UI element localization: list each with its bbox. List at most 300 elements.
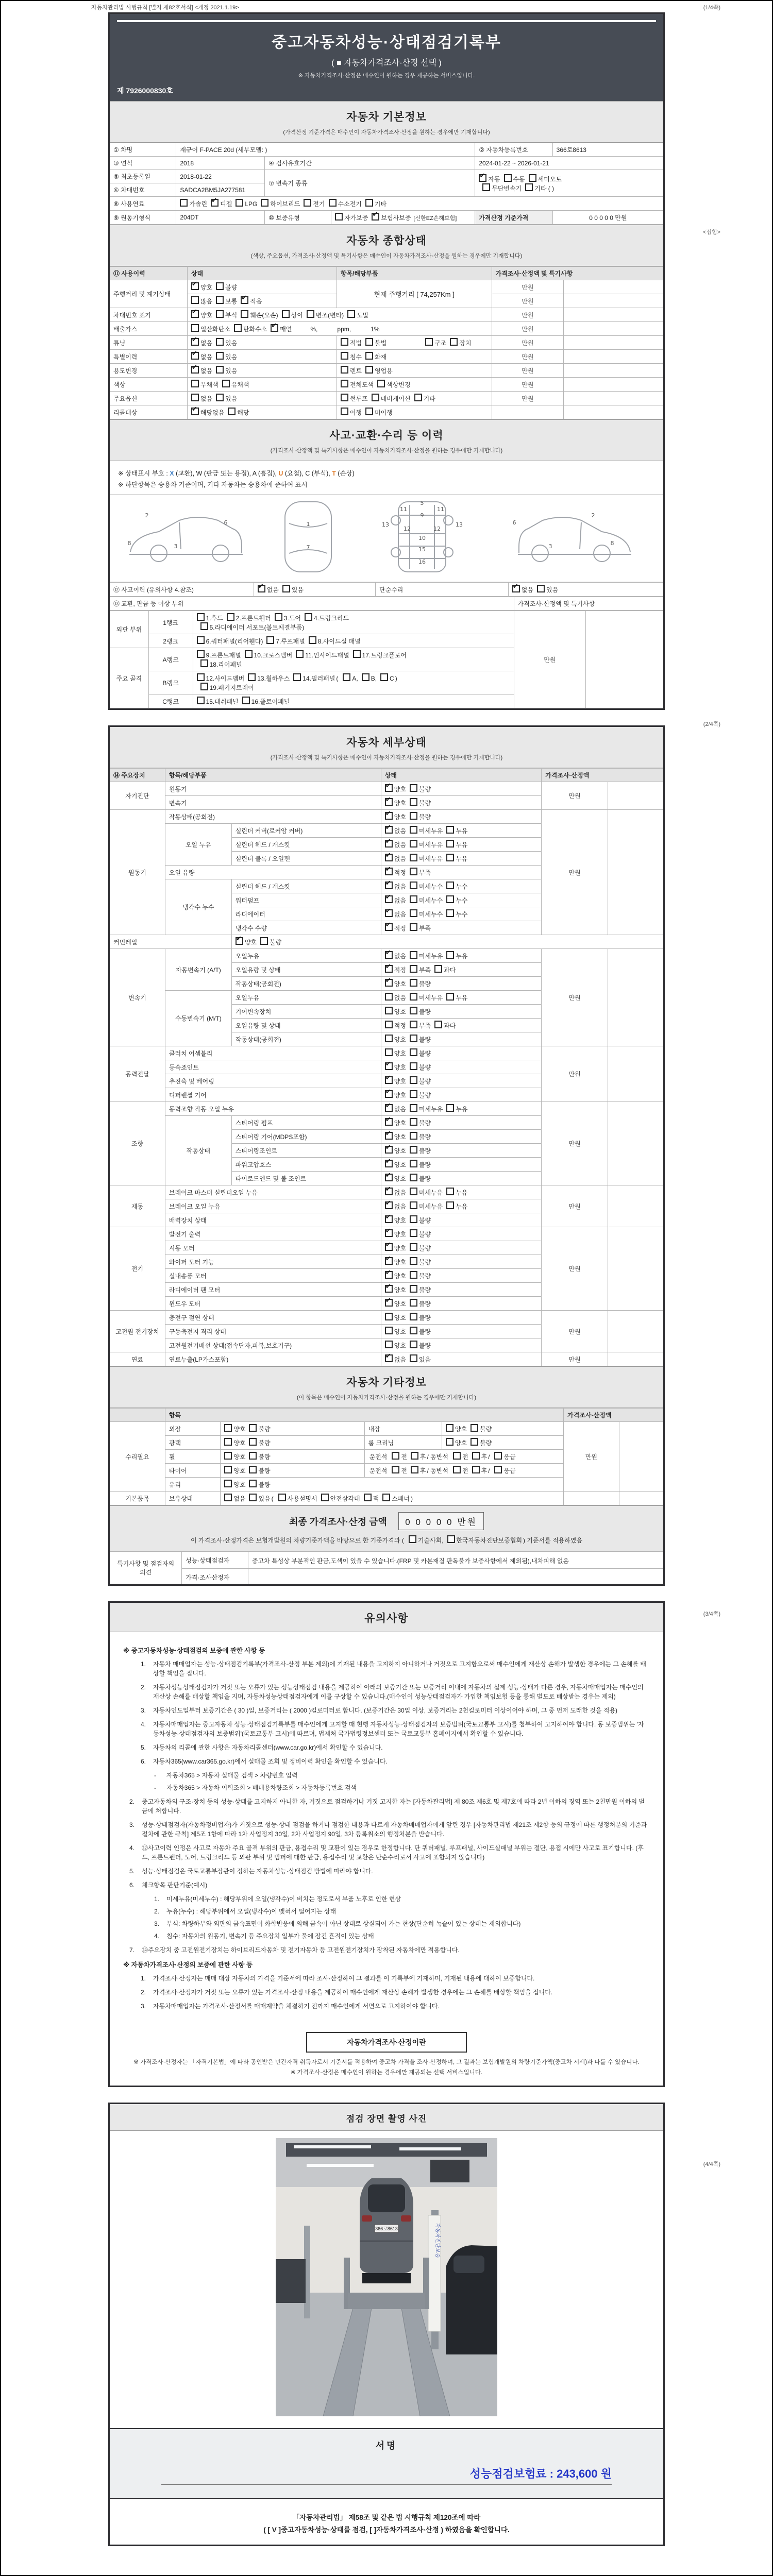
checkbox-checked[interactable] bbox=[385, 951, 393, 959]
checkbox-unchecked[interactable] bbox=[343, 673, 350, 681]
cell-text: 라디에이터 팬 모터 bbox=[169, 1286, 221, 1294]
checkbox-unchecked[interactable] bbox=[410, 1285, 417, 1293]
taillight-icon bbox=[401, 2215, 411, 2222]
checkbox-unchecked[interactable] bbox=[329, 199, 337, 207]
checkbox-unchecked[interactable] bbox=[282, 310, 290, 318]
checkbox-unchecked[interactable] bbox=[525, 183, 533, 191]
checkbox-label: 없음 bbox=[200, 367, 213, 375]
checkbox-unchecked[interactable] bbox=[372, 394, 379, 401]
checkbox-unchecked[interactable] bbox=[410, 1174, 417, 1181]
checkbox-unchecked[interactable] bbox=[425, 338, 433, 346]
checkbox-checked[interactable] bbox=[385, 1076, 393, 1084]
table-cell bbox=[492, 392, 564, 405]
checkbox-unchecked[interactable] bbox=[304, 199, 311, 207]
checkbox-unchecked[interactable] bbox=[216, 296, 224, 304]
checkbox-unchecked[interactable] bbox=[305, 613, 312, 621]
checkbox-unchecked[interactable] bbox=[341, 408, 348, 415]
checkbox-checked[interactable] bbox=[385, 854, 393, 861]
cell-text: 용도변경 bbox=[113, 367, 138, 375]
checkbox-unchecked[interactable] bbox=[197, 650, 205, 658]
checkbox-unchecked[interactable] bbox=[224, 1438, 232, 1446]
checkbox-unchecked[interactable] bbox=[537, 585, 545, 592]
checkbox-unchecked[interactable] bbox=[275, 613, 282, 621]
checkbox-checked[interactable] bbox=[385, 1188, 393, 1195]
car-top-outline bbox=[285, 502, 331, 572]
checkbox-unchecked[interactable] bbox=[472, 1452, 480, 1460]
checkbox-unchecked[interactable] bbox=[494, 1452, 502, 1460]
notice-number: 2. bbox=[154, 1908, 160, 1916]
checkbox-unchecked[interactable] bbox=[470, 1438, 478, 1446]
checkbox-unchecked[interactable] bbox=[410, 1062, 417, 1070]
diagram-part-number: 12 bbox=[433, 526, 441, 532]
checkbox-unchecked[interactable] bbox=[410, 1313, 417, 1320]
checkbox-unchecked[interactable] bbox=[446, 882, 454, 889]
checkbox-unchecked[interactable] bbox=[410, 1104, 417, 1112]
checkbox-unchecked[interactable] bbox=[224, 1466, 232, 1473]
checkbox-unchecked[interactable] bbox=[410, 909, 417, 917]
checkbox-unchecked[interactable] bbox=[410, 868, 417, 875]
checkbox-unchecked[interactable] bbox=[409, 1535, 416, 1543]
checkbox-checked[interactable] bbox=[241, 296, 248, 304]
checkbox-unchecked[interactable] bbox=[410, 1160, 417, 1167]
checkbox-label: 양호 bbox=[394, 1328, 406, 1335]
checkbox-unchecked[interactable] bbox=[446, 951, 454, 959]
checkbox-unchecked[interactable] bbox=[392, 1452, 399, 1460]
checkbox-unchecked[interactable] bbox=[200, 622, 208, 630]
checkbox-unchecked[interactable] bbox=[410, 1076, 417, 1084]
table-cell bbox=[110, 350, 187, 364]
checkbox-checked[interactable] bbox=[211, 199, 219, 207]
checkbox-unchecked[interactable] bbox=[216, 282, 224, 290]
checkbox-unchecked[interactable] bbox=[278, 1494, 286, 1501]
checkbox-unchecked[interactable] bbox=[224, 1452, 232, 1460]
checkbox-unchecked[interactable] bbox=[446, 909, 454, 917]
checkbox-label: 불량 bbox=[418, 1328, 431, 1335]
checkbox-unchecked[interactable] bbox=[410, 882, 417, 889]
table-cell bbox=[165, 1060, 381, 1074]
checkbox-checked[interactable] bbox=[385, 1215, 393, 1223]
checkbox-unchecked[interactable] bbox=[242, 697, 250, 704]
table-cell bbox=[381, 1255, 541, 1269]
checkbox-checked[interactable] bbox=[191, 282, 199, 290]
checkbox-unchecked[interactable] bbox=[410, 812, 417, 820]
checkbox-checked[interactable] bbox=[385, 798, 393, 806]
notice-block bbox=[141, 2002, 650, 2011]
checkbox-checked[interactable] bbox=[385, 1257, 393, 1265]
checkbox-unchecked[interactable] bbox=[410, 923, 417, 931]
checkbox-unchecked[interactable] bbox=[434, 1021, 442, 1028]
diagram-part-number: 8 bbox=[610, 540, 614, 547]
checkbox-unchecked[interactable] bbox=[410, 784, 417, 792]
checkbox-unchecked[interactable] bbox=[410, 1007, 417, 1014]
notice-number: 7. bbox=[129, 1946, 135, 1954]
checkbox-unchecked[interactable] bbox=[411, 1452, 418, 1460]
table-cell bbox=[176, 183, 265, 197]
checkbox-unchecked[interactable] bbox=[414, 394, 422, 401]
checkbox-unchecked[interactable] bbox=[234, 324, 242, 332]
checkbox-unchecked[interactable] bbox=[216, 366, 224, 374]
checkbox-unchecked[interactable] bbox=[410, 979, 417, 987]
checkbox-unchecked[interactable] bbox=[385, 1007, 393, 1014]
checkbox-checked[interactable] bbox=[191, 338, 199, 346]
checkbox-unchecked[interactable] bbox=[446, 1104, 454, 1112]
checkbox-unchecked[interactable] bbox=[410, 895, 417, 903]
checkbox-unchecked[interactable] bbox=[249, 1438, 257, 1446]
checkbox-unchecked[interactable] bbox=[410, 840, 417, 848]
checkbox-checked[interactable] bbox=[385, 979, 393, 987]
checkbox-checked[interactable] bbox=[385, 1271, 393, 1279]
checkbox-unchecked[interactable] bbox=[197, 613, 205, 621]
detail-status-table bbox=[110, 768, 663, 1366]
checkbox-unchecked[interactable] bbox=[191, 296, 199, 304]
checkbox-unchecked[interactable] bbox=[216, 310, 224, 318]
checkbox-checked[interactable] bbox=[191, 366, 199, 374]
checkbox-unchecked[interactable] bbox=[341, 338, 348, 346]
checkbox-unchecked[interactable] bbox=[377, 380, 385, 387]
checkbox-unchecked[interactable] bbox=[410, 854, 417, 861]
checkbox-unchecked[interactable] bbox=[446, 854, 454, 861]
checkbox-label: 불량 bbox=[418, 1008, 431, 1015]
checkbox-unchecked[interactable] bbox=[410, 951, 417, 959]
basic-info-table bbox=[110, 143, 663, 225]
checkbox-checked[interactable] bbox=[385, 1062, 393, 1070]
checkbox-checked[interactable] bbox=[385, 1174, 393, 1181]
checkbox-unchecked[interactable] bbox=[216, 394, 224, 401]
table-cell bbox=[381, 1199, 541, 1213]
checkbox-checked[interactable] bbox=[191, 310, 199, 318]
checkbox-checked[interactable] bbox=[385, 1299, 393, 1307]
table-cell bbox=[619, 1492, 663, 1505]
checkbox-unchecked[interactable] bbox=[197, 697, 205, 704]
checkbox-unchecked[interactable] bbox=[450, 338, 458, 346]
table-cell bbox=[542, 769, 663, 782]
checkbox-unchecked[interactable] bbox=[197, 636, 205, 644]
checkbox-unchecked[interactable] bbox=[410, 826, 417, 834]
table-cell bbox=[381, 1283, 541, 1297]
cell-text: ④ 검사유효기간 bbox=[268, 160, 312, 167]
checkbox-unchecked[interactable] bbox=[385, 1021, 393, 1028]
checkbox-label: 전 bbox=[462, 1467, 468, 1475]
checkbox-unchecked[interactable] bbox=[482, 183, 490, 191]
checkbox-unchecked[interactable] bbox=[446, 1201, 454, 1209]
checkbox-unchecked[interactable] bbox=[446, 840, 454, 848]
checkbox-label: 불량 bbox=[480, 1426, 492, 1433]
checkbox-label: 불량 bbox=[480, 1439, 492, 1447]
checkbox-unchecked[interactable] bbox=[248, 673, 256, 681]
checkbox-checked[interactable] bbox=[191, 408, 199, 415]
checkbox-unchecked[interactable] bbox=[216, 338, 224, 346]
checkbox-unchecked[interactable] bbox=[410, 965, 417, 973]
checkbox-unchecked[interactable] bbox=[191, 324, 199, 332]
checkbox-label: 양호 bbox=[200, 312, 213, 319]
table-cell bbox=[165, 1464, 220, 1478]
inline-text: ( bbox=[336, 675, 339, 682]
cell-text: 자기진단 bbox=[125, 792, 149, 800]
checkbox-unchecked[interactable] bbox=[410, 1048, 417, 1056]
table-cell bbox=[564, 294, 663, 308]
checkbox-unchecked[interactable] bbox=[309, 636, 316, 644]
table-cell bbox=[110, 211, 176, 225]
checkbox-unchecked[interactable] bbox=[249, 1494, 257, 1501]
checkbox-unchecked[interactable] bbox=[385, 1035, 393, 1042]
cell-text: 현재 주행거리 [ 74,257Km ] bbox=[374, 291, 455, 298]
checkbox-unchecked[interactable] bbox=[200, 659, 208, 667]
checkbox-unchecked[interactable] bbox=[224, 1480, 232, 1487]
checkbox-checked[interactable] bbox=[385, 965, 393, 973]
checkbox-checked[interactable] bbox=[385, 909, 393, 917]
checkbox-unchecked[interactable] bbox=[410, 1132, 417, 1140]
checkbox-unchecked[interactable] bbox=[410, 1188, 417, 1195]
checkbox-unchecked[interactable] bbox=[365, 366, 373, 374]
table-cell bbox=[231, 1005, 381, 1019]
checkbox-checked[interactable] bbox=[385, 895, 393, 903]
checkbox-unchecked[interactable] bbox=[341, 366, 348, 374]
checkbox-checked[interactable] bbox=[385, 1146, 393, 1154]
checkbox-checked[interactable] bbox=[512, 585, 520, 592]
checkbox-unchecked[interactable] bbox=[410, 1021, 417, 1028]
checkbox-unchecked[interactable] bbox=[504, 174, 512, 182]
table-cell bbox=[381, 838, 541, 852]
table-cell bbox=[564, 350, 663, 364]
cell-text: 오일누유 bbox=[235, 952, 260, 960]
checkbox-unchecked[interactable] bbox=[335, 213, 343, 221]
checkbox-label: 후 bbox=[481, 1453, 488, 1461]
checkbox-label: 불량 bbox=[418, 980, 431, 988]
checkbox-unchecked[interactable] bbox=[494, 1466, 502, 1473]
checkbox-unchecked[interactable] bbox=[296, 650, 304, 658]
checkbox-unchecked[interactable] bbox=[410, 798, 417, 806]
checkbox-unchecked[interactable] bbox=[410, 1299, 417, 1307]
checkbox-unchecked[interactable] bbox=[249, 1424, 257, 1432]
checkbox-unchecked[interactable] bbox=[228, 408, 236, 415]
checkbox-unchecked[interactable] bbox=[410, 1090, 417, 1098]
checkbox-unchecked[interactable] bbox=[392, 1466, 399, 1473]
checkbox-unchecked[interactable] bbox=[364, 1494, 372, 1501]
taillight-icon bbox=[362, 2215, 372, 2222]
checkbox-unchecked[interactable] bbox=[446, 895, 454, 903]
checkbox-unchecked[interactable] bbox=[453, 1452, 461, 1460]
checkbox-unchecked[interactable] bbox=[410, 1327, 417, 1334]
checkbox-unchecked[interactable] bbox=[410, 1035, 417, 1042]
table-cell bbox=[110, 364, 187, 378]
checkbox-label: 불량 bbox=[418, 1036, 431, 1043]
checkbox-unchecked[interactable] bbox=[365, 338, 373, 346]
checkbox-unchecked[interactable] bbox=[529, 174, 536, 182]
checkbox-checked[interactable] bbox=[385, 868, 393, 875]
checkbox-unchecked[interactable] bbox=[385, 1341, 393, 1348]
checkbox-unchecked[interactable] bbox=[453, 1466, 461, 1473]
checkbox-unchecked[interactable] bbox=[321, 1494, 329, 1501]
checkbox-checked[interactable] bbox=[385, 812, 393, 820]
checkbox-unchecked[interactable] bbox=[261, 199, 268, 207]
checkbox-unchecked[interactable] bbox=[353, 650, 361, 658]
checkbox-unchecked[interactable] bbox=[341, 380, 348, 387]
checkbox-unchecked[interactable] bbox=[249, 1466, 257, 1473]
checkbox-checked[interactable] bbox=[385, 784, 393, 792]
checkbox-unchecked[interactable] bbox=[260, 937, 268, 945]
checkbox-unchecked[interactable] bbox=[222, 380, 230, 387]
checkbox-checked[interactable] bbox=[271, 324, 278, 332]
table-cell bbox=[608, 810, 663, 935]
checkbox-label: 기타 bbox=[374, 200, 387, 208]
table-cell bbox=[364, 1422, 442, 1436]
checkbox-checked[interactable] bbox=[385, 1090, 393, 1098]
checkbox-unchecked[interactable] bbox=[447, 1535, 455, 1543]
cell-text: 색상 bbox=[113, 381, 126, 388]
checkbox-checked[interactable] bbox=[385, 1118, 393, 1126]
checkbox-unchecked[interactable] bbox=[200, 683, 208, 690]
checkbox-checked[interactable] bbox=[385, 1285, 393, 1293]
checkbox-checked[interactable] bbox=[385, 1160, 393, 1167]
checkbox-unchecked[interactable] bbox=[385, 993, 393, 1001]
cell-text: 만원 bbox=[522, 283, 534, 291]
checkbox-unchecked[interactable] bbox=[341, 352, 348, 360]
checkbox-unchecked[interactable] bbox=[446, 1438, 453, 1446]
table-cell bbox=[165, 1255, 381, 1269]
checkbox-unchecked[interactable] bbox=[224, 1424, 232, 1432]
checkbox-unchecked[interactable] bbox=[446, 1424, 453, 1432]
checkbox-label: 구조 bbox=[434, 340, 447, 347]
diagram-part-number: 13 bbox=[382, 521, 389, 528]
notice-text: 가격조사·산정자가 거짓 또는 오류가 있는 가격조사·산정 내용을 제공하여 매수인에게 재산상 손해가 발생한 경우에는 그 손해를 배상할 책임을 집니다. bbox=[153, 1989, 553, 1996]
checkbox-unchecked[interactable] bbox=[410, 1201, 417, 1209]
table-cell bbox=[381, 1352, 541, 1366]
checkbox-unchecked[interactable] bbox=[410, 1215, 417, 1223]
checkbox-checked[interactable] bbox=[385, 1243, 393, 1251]
checkbox-unchecked[interactable] bbox=[446, 826, 454, 834]
checkbox-unchecked[interactable] bbox=[410, 1229, 417, 1237]
checkbox-checked[interactable] bbox=[385, 923, 393, 931]
price-survey-note-2: ※ 가격조사·산정은 매수인이 원하는 경우에만 제공되는 선택 서비스입니다. bbox=[290, 2070, 483, 2076]
checkbox-unchecked[interactable] bbox=[411, 1466, 418, 1473]
cell-text: 만원 bbox=[544, 656, 556, 664]
checkbox-unchecked[interactable] bbox=[245, 650, 253, 658]
table-cell bbox=[176, 143, 475, 157]
diagram-part-number: 11 bbox=[437, 506, 444, 513]
checkbox-unchecked[interactable] bbox=[307, 310, 314, 318]
checkbox-checked[interactable] bbox=[236, 937, 243, 945]
table-cell bbox=[221, 1492, 564, 1505]
checkbox-unchecked[interactable] bbox=[249, 1452, 257, 1460]
table-cell bbox=[165, 949, 231, 991]
checkbox-checked[interactable] bbox=[385, 840, 393, 848]
checkbox-unchecked[interactable] bbox=[382, 1494, 390, 1501]
detail-status-title: 자동차 세부상태 bbox=[346, 737, 427, 749]
inline-text: / bbox=[488, 1453, 490, 1461]
checkbox-checked[interactable] bbox=[385, 1354, 393, 1362]
checkbox-unchecked[interactable] bbox=[446, 993, 454, 1001]
cell-text: ⑩ 보증유형 bbox=[268, 214, 300, 222]
table-cell bbox=[231, 1130, 381, 1144]
checkbox-unchecked[interactable] bbox=[410, 1341, 417, 1348]
checkbox-unchecked[interactable] bbox=[282, 585, 290, 592]
checkbox-unchecked[interactable] bbox=[365, 199, 373, 207]
table-cell bbox=[110, 280, 187, 308]
checkbox-unchecked[interactable] bbox=[365, 352, 373, 360]
checkbox-unchecked[interactable] bbox=[341, 394, 348, 401]
checkbox-unchecked[interactable] bbox=[470, 1424, 478, 1432]
overall-status-note: (색상, 주요옵션, 가격조사·산정액 및 특기사항은 매수인이 자동차가격조사·산정을 원하는 경우에만 기재합니다) bbox=[250, 253, 523, 259]
checkbox-unchecked[interactable] bbox=[236, 199, 243, 207]
checkbox-checked[interactable] bbox=[479, 174, 486, 182]
light-tube-icon bbox=[399, 2147, 461, 2150]
checkbox-unchecked[interactable] bbox=[180, 199, 188, 207]
checkbox-unchecked[interactable] bbox=[410, 1243, 417, 1251]
checkbox-label: 전체도색 bbox=[349, 381, 374, 388]
table-cell bbox=[381, 921, 541, 935]
checkbox-unchecked[interactable] bbox=[197, 673, 205, 681]
checkbox-unchecked[interactable] bbox=[249, 1480, 257, 1487]
cell-text: ② 자동차등록번호 bbox=[479, 146, 528, 154]
table-cell bbox=[187, 392, 337, 405]
checkbox-unchecked[interactable] bbox=[472, 1466, 480, 1473]
cell-text: 작동상태(공회전) bbox=[169, 813, 215, 821]
table-cell bbox=[381, 1297, 541, 1311]
signature-title: 서명 bbox=[375, 2441, 398, 2451]
cell-text: C랭크 bbox=[162, 698, 179, 705]
checkbox-unchecked[interactable] bbox=[434, 965, 442, 973]
table-cell bbox=[182, 1552, 248, 1569]
checkbox-checked[interactable] bbox=[385, 826, 393, 834]
checkbox-checked[interactable] bbox=[385, 1104, 393, 1112]
cell-text: 타이어 bbox=[169, 1467, 187, 1475]
checkbox-unchecked[interactable] bbox=[266, 636, 274, 644]
table-cell bbox=[381, 1032, 541, 1046]
checkbox-unchecked[interactable] bbox=[191, 394, 199, 401]
checkbox-unchecked[interactable] bbox=[410, 993, 417, 1001]
checkbox-unchecked[interactable] bbox=[380, 673, 388, 681]
table-cell bbox=[331, 211, 475, 225]
checkbox-unchecked[interactable] bbox=[241, 310, 248, 318]
checkbox-label: 양호 bbox=[394, 1133, 406, 1141]
checkbox-unchecked[interactable] bbox=[385, 1313, 393, 1320]
checkbox-unchecked[interactable] bbox=[362, 673, 369, 681]
checkbox-checked[interactable] bbox=[372, 213, 379, 221]
checkbox-checked[interactable] bbox=[258, 585, 265, 592]
page-marker-1: (1/4쪽) bbox=[703, 5, 720, 11]
checkbox-unchecked[interactable] bbox=[365, 408, 373, 415]
checkbox-checked[interactable] bbox=[385, 1201, 393, 1209]
table-cell bbox=[165, 1283, 381, 1297]
table-cell bbox=[381, 782, 541, 796]
checkbox-unchecked[interactable] bbox=[293, 673, 301, 681]
checkbox-label: 누유 bbox=[456, 1106, 468, 1113]
checkbox-unchecked[interactable] bbox=[410, 1146, 417, 1154]
checkbox-checked[interactable] bbox=[191, 352, 199, 360]
table-cell bbox=[337, 392, 492, 405]
cell-text: 항목/해당부품 bbox=[169, 772, 207, 779]
checkbox-unchecked[interactable] bbox=[410, 1354, 417, 1362]
table-cell bbox=[542, 949, 608, 1046]
checkbox-unchecked[interactable] bbox=[191, 380, 199, 387]
checkbox-unchecked[interactable] bbox=[410, 1118, 417, 1126]
checkbox-unchecked[interactable] bbox=[410, 1271, 417, 1279]
checkbox-checked[interactable] bbox=[385, 1132, 393, 1140]
checkbox-unchecked[interactable] bbox=[216, 352, 224, 360]
checkbox-checked[interactable] bbox=[385, 1229, 393, 1237]
cell-text: 충전구 절연 상태 bbox=[169, 1314, 214, 1321]
checkbox-unchecked[interactable] bbox=[410, 1257, 417, 1265]
checkbox-unchecked[interactable] bbox=[347, 310, 355, 318]
checkbox-unchecked[interactable] bbox=[446, 1188, 454, 1195]
checkbox-checked[interactable] bbox=[385, 882, 393, 889]
table-cell bbox=[337, 280, 492, 308]
checkbox-unchecked[interactable] bbox=[385, 1327, 393, 1334]
checkbox-unchecked[interactable] bbox=[227, 613, 234, 621]
checkbox-unchecked[interactable] bbox=[224, 1494, 232, 1501]
checkbox-label: 불량 bbox=[418, 1064, 431, 1071]
checkbox-unchecked[interactable] bbox=[385, 1048, 393, 1056]
